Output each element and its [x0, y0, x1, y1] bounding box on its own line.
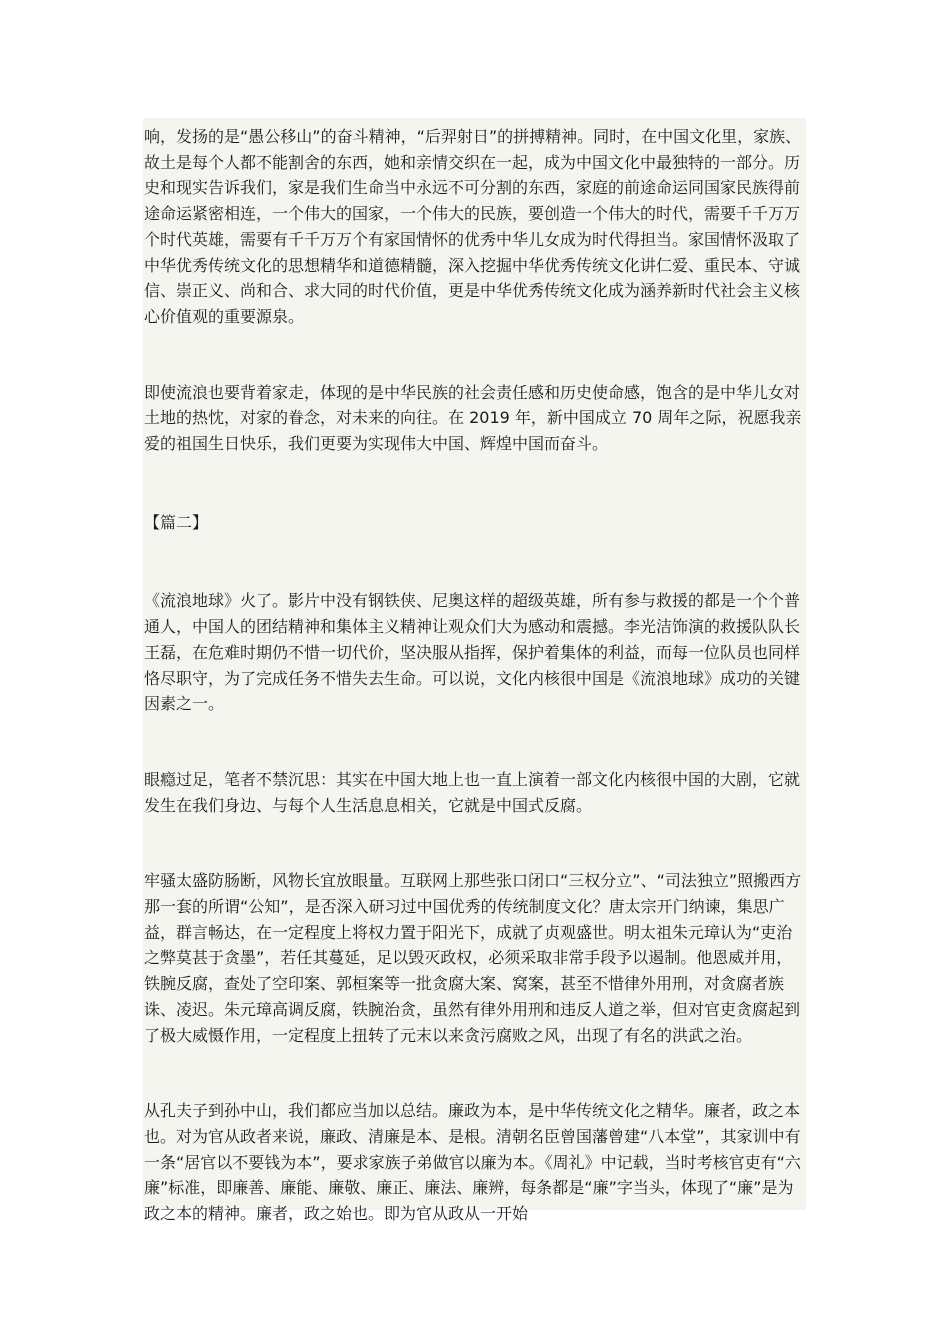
paragraph-spacer [144, 717, 804, 767]
paragraph-spacer [144, 330, 804, 380]
paragraph-spacer [144, 457, 804, 510]
paragraph-2: 即使流浪也要背着家走，体现的是中华民族的社会责任感和历史使命感，饱含的是中华儿女对土地的热忱，对家的眷念，对未来的向往。在 2019 年，新中国成立 70 周年之际，祝愿我亲爱的祖国生日快乐，我们更要为实现伟大中国、辉煌中国而奋斗。 [144, 382, 802, 454]
paragraph-4: 眼瘾过足，笔者不禁沉思：其实在中国大地上也一直上演着一部文化内核很中国的大剧，它就发生在我们身边、与每个人生活息息相关，它就是中国式反腐。 [144, 769, 801, 815]
paragraph-spacer [144, 1048, 804, 1098]
document-body [144, 124, 804, 1227]
paragraph-spacer [144, 818, 804, 868]
paragraph-1: 响，发扬的是“愚公移山”的奋斗精神，“后羿射日”的拼搏精神。同时，在中国文化里，家族、故土是每个人都不能割舍的东西，她和亲情交织在一起，成为中国文化中最独特的一部分。历史和现实告诉我们，家是我们生命当中永远不可分割的东西，家庭的前途命运同国家民族得前途命运紧密相连，一个伟大的国家，一个伟大的民族，要创造一个伟大的时代，需要千千万万个时代英雄，需要有千千万万个有家国情怀的优秀中华儿女成为时代得担当。家国情怀汲取了中华优秀传统文化的思想精华和道德精髓，深入挖掘中华优秀传统文化讲仁爱、重民本、守诚信、崇正义、尚和合、求大同的时代价值，更是中华优秀传统文化成为涵养新时代社会主义核心价值观的重要源泉。 [144, 127, 802, 326]
paragraph-5: 牢骚太盛防肠断，风物长宜放眼量。互联网上那些张口闭口“三权分立”、“司法独立”照搬西方那一套的所谓“公知”，是否深入研习过中国优秀的传统制度文化？唐太宗开门纳谏，集思广益，群言畅达，在一定程度上将权力置于阳光下，成就了贞观盛世。明太祖朱元璋认为“吏治之弊莫甚于贪墨”，若任其蔓延，足以毁灭政权，必须采取非常手段予以遏制。他恩威并用，铁腕反腐，查处了空印案、郭桓案等一批贪腐大案、窝案，甚至不惜律外用刑，对贪腐者族诛、凌迟。朱元璋高调反腐，铁腕治贪，虽然有律外用刑和违反人道之举，但对官吏贪腐起到了极大威慑作用，一定程度上扭转了元末以来贪污腐败之风，出现了有名的洪武之治。 [144, 871, 802, 1045]
paragraph-spacer [144, 535, 804, 588]
paragraph-3: 《流浪地球》火了。影片中没有钢铁侠、尼奥这样的超级英雄，所有参与救援的都是一个个普通人，中国人的团结精神和集体主义精神让观众们大为感动和震撼。李光洁饰演的救援队队长王磊，在危难时期仍不惜一切代价，坚决服从指挥，保护着集体的利益，而每一位队员也同样恪尽职守，为了完成任务不惜失去生命。可以说，文化内核很中国是《流浪地球》成功的关键因素之一。 [144, 591, 801, 714]
section-heading: 【篇二】 [144, 512, 209, 532]
paragraph-6: 从孔夫子到孙中山，我们都应当加以总结。廉政为本，是中华传统文化之精华。廉者，政之本也。对为官从政者来说，廉政、清廉是本、是根。清朝名臣曾国藩曾建“八本堂”，其家训中有一条“居官以不要钱为本”，要求家族子弟做官以廉为本。《周礼》中记载，当时考核官吏有“六廉”标准，即廉善、廉能、廉敬、廉正、廉法、廉辨，每条都是“廉”字当头，体现了“廉”是为政之本的精神。廉者，政之始也。即为官从政从一开始 [144, 1101, 801, 1224]
